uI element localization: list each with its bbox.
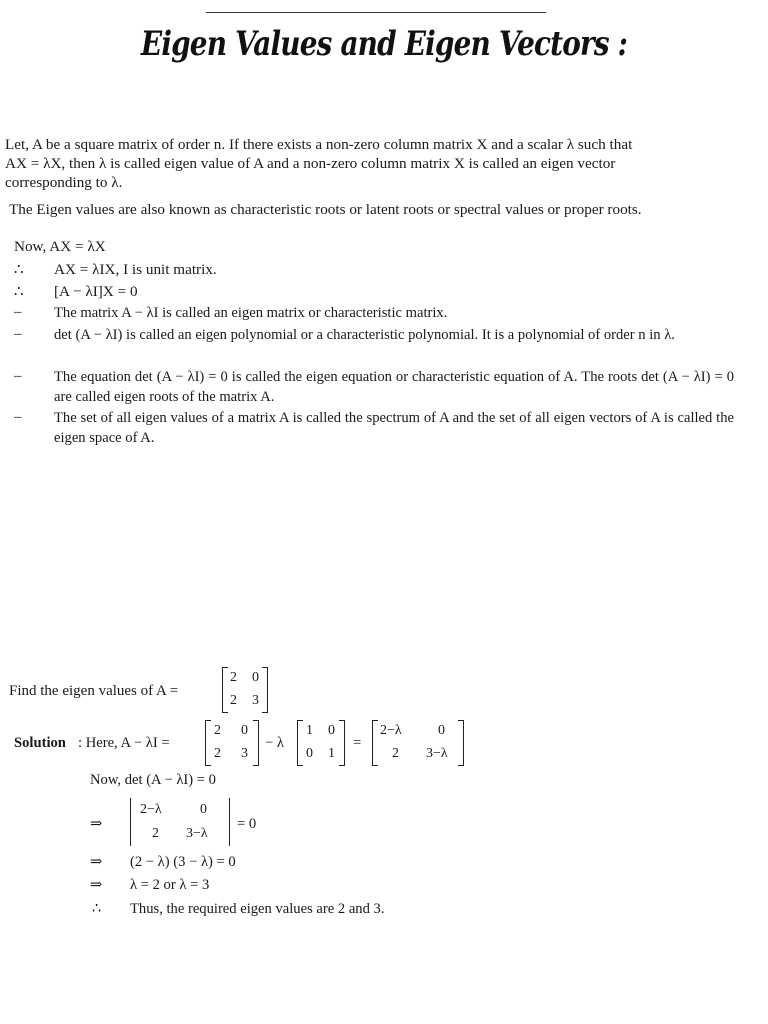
solution-intro: : Here, A − λI = <box>78 735 170 751</box>
step-text: AX = λIX, I is unit matrix. <box>54 261 217 278</box>
dash-symbol: – <box>14 326 22 342</box>
implies-symbol: ⇒ <box>90 816 103 832</box>
matrix-a: 2 0 2 3 <box>222 667 268 713</box>
dash-symbol: – <box>14 368 22 384</box>
point-text: The equation det (A − λI) = 0 is called the eigen equation or characteristic equation of A. The roots det (A − λI) = 0 are called eigen roots of the matrix A. <box>54 369 734 405</box>
now-det-equation: Now, det (A − λI) = 0 <box>90 772 216 788</box>
matrix-a-repeat: 2 0 2 3 <box>205 720 259 766</box>
point-text: det (A − λI) is called an eigen polynomial or a characteristic polynomial. It is a polynomial of order n in λ. <box>54 327 675 343</box>
det-equals-zero: = 0 <box>237 816 257 832</box>
dash-symbol: – <box>14 304 22 320</box>
therefore-symbol: ∴ <box>92 901 102 917</box>
synonyms-text: The Eigen values are also known as characteristic roots or latent roots or spectral values or proper roots. <box>9 201 642 218</box>
example-question: Find the eigen values of A = <box>9 683 179 699</box>
point-text: The matrix A − λI is called an eigen matrix or characteristic matrix. <box>54 305 448 321</box>
factored-equation: (2 − λ) (3 − λ) = 0 <box>130 854 236 870</box>
therefore-symbol: ∴ <box>14 262 24 278</box>
equals-sign: = <box>353 735 362 751</box>
minus-lambda: − λ <box>265 735 284 751</box>
identity-matrix: 1 0 0 1 <box>297 720 345 766</box>
implies-symbol: ⇒ <box>90 877 103 893</box>
solution-label: Solution <box>14 735 66 751</box>
dash-symbol: – <box>14 409 22 425</box>
definition-line-3: corresponding to λ. <box>5 174 123 191</box>
implies-symbol: ⇒ <box>90 854 103 870</box>
top-rule <box>206 12 546 13</box>
conclusion-text: Thus, the required eigen values are 2 and 3. <box>130 901 385 917</box>
therefore-symbol: ∴ <box>14 284 24 300</box>
now-equation: Now, AX = λX <box>14 238 106 255</box>
step-text: [A − λI]X = 0 <box>54 283 138 300</box>
definition-line-1: Let, A be a square matrix of order n. If there exists a non-zero column matrix X and a scalar λ such that <box>5 136 633 153</box>
determinant: 2−λ 0 2 3−λ <box>130 798 230 846</box>
roots-equation: λ = 2 or λ = 3 <box>130 877 210 893</box>
page-title: Eigen Values and Eigen Vectors : <box>140 24 628 64</box>
definition-line-2: AX = λX, then λ is called eigen value of A and a non-zero column matrix X is called an eigen vector <box>5 155 616 172</box>
result-matrix: 2−λ 0 2 3−λ <box>372 720 464 766</box>
point-text: The set of all eigen values of a matrix A is called the spectrum of A and the set of all eigen vectors of A is called the eigen space of A. <box>54 410 734 446</box>
